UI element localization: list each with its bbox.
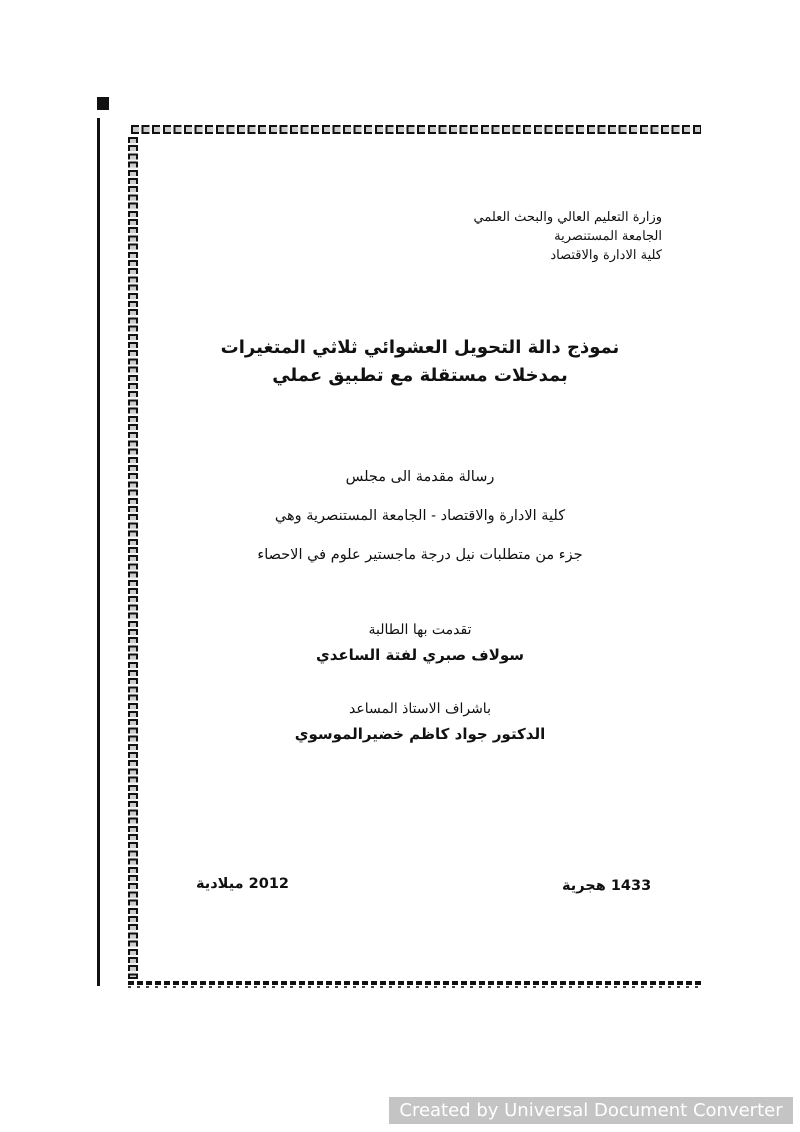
thesis-title-line-2: بمدخلات مستقلة مع تطبيق عملي: [272, 365, 568, 386]
bottom-decorative-border: [128, 981, 702, 985]
supervisor-block: [140, 697, 700, 747]
thesis-title: [140, 334, 700, 390]
top-decorative-border: [130, 125, 702, 134]
thesis-title-line-1: نموذج دالة التحويل العشوائي ثلاثي المتغيرات: [220, 337, 620, 358]
supervisor-label: باشراف الاستاذ المساعد: [349, 701, 491, 717]
submission-line-2: كلية الادارة والاقتصاد - الجامعة المستنصرية وهي: [274, 508, 566, 524]
submission-line-3: جزء من متطلبات نيل درجة ماجستير علوم في الاحصاء: [257, 547, 583, 563]
submission-statement: [140, 458, 700, 575]
student-block: [140, 618, 700, 668]
corner-mark: [97, 97, 109, 110]
university-name: الجامعة المستنصرية: [554, 229, 662, 244]
gregorian-year: 2012 ميلادية: [196, 876, 289, 892]
supervisor-name: الدكتور جواد كاظم خضيرالموسوي: [294, 725, 546, 743]
bottom-decorative-border-shadow: [128, 986, 702, 988]
hijri-year: 1433 هجرية: [562, 878, 652, 894]
submission-line-1: رسالة مقدمة الى مجلس: [345, 469, 495, 485]
student-label: تقدمت بها الطالبة: [368, 622, 472, 638]
college-name: كلية الادارة والاقتصاد: [550, 248, 662, 263]
left-border-rule: [97, 118, 100, 986]
left-decorative-border: [128, 137, 138, 979]
ministry-name: وزارة التعليم العالي والبحث العلمي: [473, 210, 662, 225]
student-name: سولاف صبري لفتة الساعدي: [315, 646, 525, 664]
converter-watermark: Created by Universal Document Converter: [389, 1097, 793, 1124]
institution-header: [362, 208, 662, 265]
